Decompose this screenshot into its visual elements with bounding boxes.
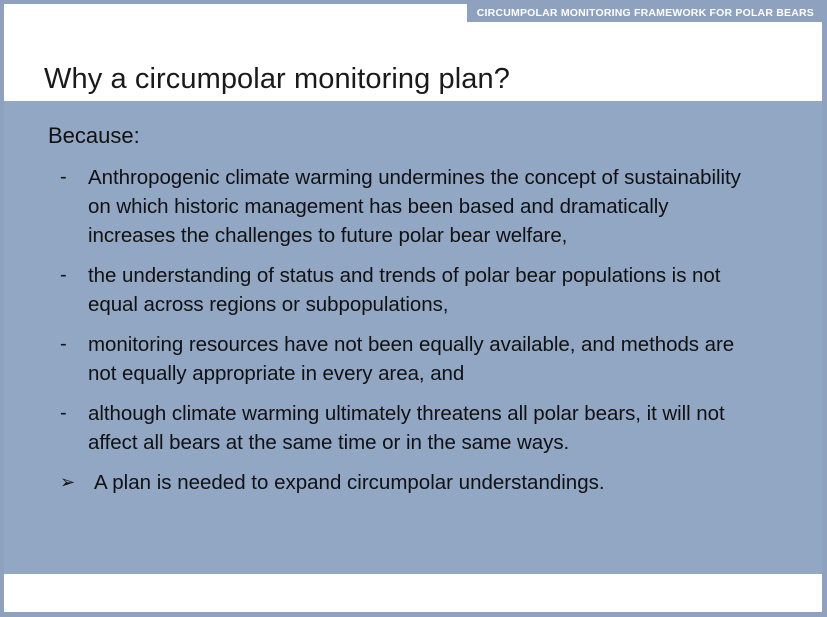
bullet-text: Anthropogenic climate warming undermines the concept of sustainability on which historic management has been based and dramatically increases the challenges to future polar bear welfare, xyxy=(88,166,741,247)
footer-area xyxy=(4,574,822,612)
conclusion-text: A plan is needed to expand circumpolar understandings. xyxy=(94,471,605,494)
list-item xyxy=(60,330,760,388)
bullet-text: monitoring resources have not been equally available, and methods are not equally appropriate in every area, and xyxy=(88,333,735,385)
list-item xyxy=(60,261,760,319)
list-item xyxy=(60,399,760,457)
slide-border-right xyxy=(822,0,827,617)
conclusion-item xyxy=(60,468,760,497)
header-banner: CIRCUMPOLAR MONITORING FRAMEWORK FOR POLAR BEARS xyxy=(467,4,822,22)
bullet-list xyxy=(60,163,760,497)
page-title: Why a circumpolar monitoring plan? xyxy=(44,63,510,96)
bullet-marker: - xyxy=(60,333,67,355)
slide-border-bottom xyxy=(0,612,827,617)
intro-text: Because: xyxy=(48,123,140,148)
bullet-text: although climate warming ultimately threatens all polar bears, it will not affect all bears at the same time or in the same ways. xyxy=(88,402,725,454)
list-item xyxy=(60,163,760,250)
arrow-right-icon: ➢ xyxy=(60,472,76,492)
bullet-marker: - xyxy=(60,166,67,188)
bullet-marker: - xyxy=(60,402,67,424)
bullet-text: the understanding of status and trends of polar bear populations is not equal across regions or subpopulations, xyxy=(88,264,721,316)
bullet-marker: - xyxy=(60,264,67,286)
content-panel xyxy=(4,101,822,574)
